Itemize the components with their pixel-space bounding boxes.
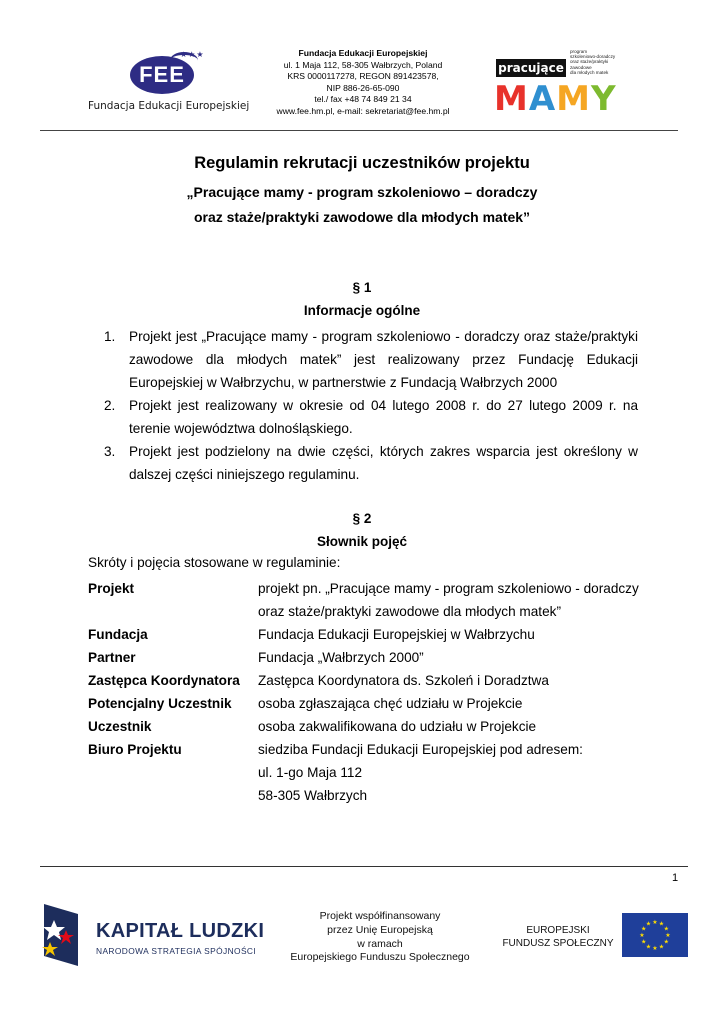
section1-number: § 1 xyxy=(352,280,372,295)
address-web: www.fee.hm.pl, e-mail: sekretariat@fee.hm.pl xyxy=(276,105,450,116)
eu-star-icon: ★ xyxy=(658,944,665,951)
fee-logo xyxy=(88,50,248,120)
list-item: 3. Projekt jest podzielony na dwie części, których zakres wsparcia jest określony w dalszej części niniejszego regulaminu. xyxy=(104,444,638,482)
project-name-line2: oraz staże/praktyki zawodowe dla młodych matek” xyxy=(193,209,531,225)
eu-star-icon: ★ xyxy=(652,946,658,952)
table-row: Uczestnik osoba zakwalifikowana do udziału w Projekcie xyxy=(88,719,537,734)
fee-logo-name: Fundacja Edukacji Europejskiej xyxy=(88,100,250,112)
section2-heading: Słownik pojęć xyxy=(316,534,408,549)
header-divider xyxy=(40,130,678,131)
pracujace-mamy-logo xyxy=(494,47,634,119)
list-item: 1. Projekt jest „Pracujące mamy - program szkoleniowo - doradczy oraz staże/praktyki zawodowe dla młodych matek” jest realizowany przez Fundację Edukacji Europejskiej w Wałbrzychu, w partnerstwie z Fundacją Wałbrzych 2000 xyxy=(104,329,638,390)
pm-brand-letter: M xyxy=(494,79,529,119)
section2-number: § 2 xyxy=(352,511,372,526)
table-row: Biuro Projektu siedziba Fundacji Edukacji Europejskiej pod adresem: ul. 1-go Maja 112 58-305 Wałbrzych xyxy=(88,742,583,803)
list-item: 2. Projekt jest realizowany w okresie od 04 lutego 2008 r. do 27 lutego 2009 r. na terenie województwa dolnośląskiego. xyxy=(104,398,638,436)
pm-logo-box: pracujące xyxy=(496,59,566,77)
table-row: Partner Fundacja „Wałbrzych 2000” xyxy=(88,650,424,665)
glossary-table xyxy=(88,577,648,807)
eu-star-icon: ★ xyxy=(665,933,671,939)
eu-star-icon: ★ xyxy=(658,921,665,928)
star-icon: ★★★ xyxy=(180,50,205,59)
eu-star-icon: ★ xyxy=(663,939,669,946)
fee-logo-mark: FEE xyxy=(130,56,194,94)
address-nip: NIP 886-26-65-090 xyxy=(326,82,400,93)
kl-title: KAPITAŁ LUDZKI xyxy=(96,920,265,942)
table-row: Zastępca Koordynatora Zastępca Koordynatora ds. Szkoleń i Doradztwa xyxy=(88,673,549,688)
eu-star-icon: ★ xyxy=(663,926,669,933)
address-org: Fundacja Edukacji Europejskiej xyxy=(298,48,428,58)
eu-flag-icon xyxy=(622,913,688,957)
document-title: Regulamin rekrutacji uczestników projektu xyxy=(194,154,530,172)
section2-intro: Skróty i pojęcia stosowane w regulaminie: xyxy=(88,555,341,570)
cofinance-note: Projekt współfinansowany przez Unię Europejską w ramach Europejskiego Funduszu Społecznego xyxy=(290,910,470,964)
eu-star-icon: ★ xyxy=(645,921,652,928)
table-row: Potencjalny Uczestnik osoba zgłaszająca chęć udziału w Projekcie xyxy=(88,696,523,711)
header-address xyxy=(258,48,468,117)
address-street: ul. 1 Maja 112, 58-305 Wałbrzych, Poland xyxy=(283,59,443,70)
project-name-line1: „Pracujące mamy - program szkoleniowo – doradczy xyxy=(186,184,538,200)
eu-star-icon: ★ xyxy=(639,933,645,939)
eu-star-icon: ★ xyxy=(645,944,652,951)
address-krs: KRS 0000117278, REGON 891423578, xyxy=(287,71,439,81)
section1-list xyxy=(104,325,638,486)
kl-subtitle: NARODOWA STRATEGIA SPÓJNOŚCI xyxy=(96,946,257,956)
eu-star-icon: ★ xyxy=(652,920,658,926)
page-number: 1 xyxy=(672,872,679,884)
eu-star-icon: ★ xyxy=(641,939,647,946)
pm-brand-letter: Y xyxy=(591,79,617,119)
kapital-ludzki-flag-icon xyxy=(40,900,82,970)
footer-divider xyxy=(40,866,688,867)
section1-heading: Informacje ogólne xyxy=(303,303,421,318)
eu-star-icon: ★ xyxy=(641,926,647,933)
table-row: Projekt projekt pn. „Pracujące mamy - program szkoleniowo - doradczy oraz staże/praktyki zawodowe dla młodych matek” xyxy=(88,581,639,619)
efs-label: EUROPEJSKI FUNDUSZ SPOŁECZNY xyxy=(502,925,614,949)
pm-logo-tagline: program szkoleniowo-doradczy oraz staże/praktyki zawodowe dla młodych matek xyxy=(570,49,616,75)
table-row: Fundacja Fundacja Edukacji Europejskiej w Wałbrzychu xyxy=(88,627,535,642)
pm-brand-letter: A xyxy=(528,79,557,119)
pm-brand-letter: M xyxy=(556,79,592,119)
kapital-ludzki-logo xyxy=(40,900,270,972)
pm-logo-brand xyxy=(494,79,617,119)
address-tel: tel./ fax +48 74 849 21 34 xyxy=(314,94,412,104)
